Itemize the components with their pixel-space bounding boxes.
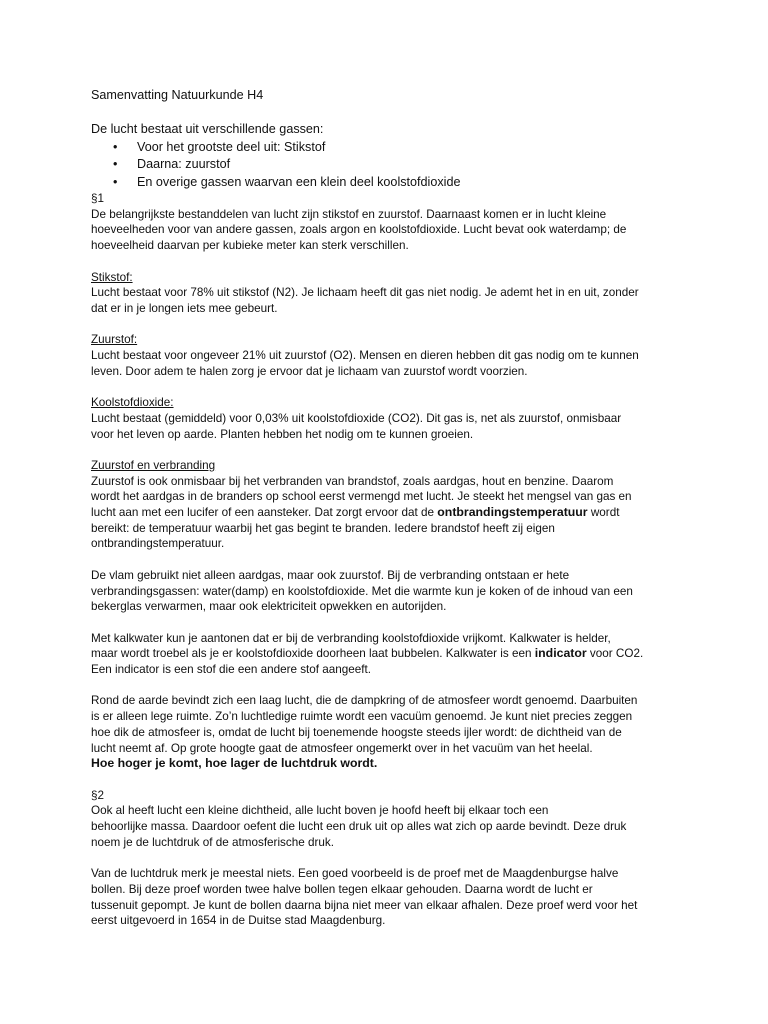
paragraph-line: Lucht bestaat voor ongeveer 21% uit zuurstof (O2). Mensen en dieren hebben dit gas nodig om te kunnen	[91, 349, 639, 362]
list-item: • Daarna: zuurstof	[91, 156, 691, 174]
paragraph-line: leven. Door adem te halen zorg je ervoor dat je lichaam van zuurstof wordt voorzien.	[91, 364, 528, 378]
term-ontbrandingstemperatuur: ontbrandingstemperatuur	[437, 505, 588, 519]
paragraph-line: hoe dik de atmosfeer is, omdat de lucht bij toenemende hoogste steeds ijler wordt: de dichtheid van de	[91, 725, 622, 739]
paragraph-line: lucht aan met een lucifer of een aansteker. Dat zorgt ervoor dat de ontbrandingstemperatuur wordt	[91, 505, 620, 519]
paragraph-line: ontbrandingstemperatuur.	[91, 537, 225, 551]
section-heading: §2	[91, 788, 105, 802]
paragraph-line: Rond de aarde bevindt zich een laag lucht, die de dampkring of de atmosfeer wordt genoemd. Daarbuiten	[91, 694, 638, 708]
key-statement: Hoe hoger je komt, hoe lager de luchtdruk wordt.	[91, 756, 378, 771]
paragraph-line: hoeveelheden voor van andere gassen, zoals argon en koolstofdioxide. Lucht bevat ook waterdamp; de	[91, 223, 627, 237]
paragraph-line: Ook al heeft lucht een kleine dichtheid, alle lucht boven je hoofd heeft bij elkaar toch een	[91, 804, 549, 818]
paragraph-line: De belangrijkste bestanddelen van lucht zijn stikstof en zuurstof. Daarnaast komen er in lucht kleine	[91, 207, 607, 221]
paragraph-line: bekerglas verwarmen, maar ook elektriciteit opwekken en autorijden.	[91, 600, 447, 614]
list-item: • Voor het grootste deel uit: Stikstof	[91, 139, 691, 157]
paragraph-line: bereikt: de temperatuur waarbij het gas begint te branden. Iedere brandstof heeft zij eigen	[91, 521, 555, 535]
list-item: • En overige gassen waarvan een klein deel koolstofdioxide	[91, 174, 691, 192]
paragraph-line: verbrandingsgassen: water(damp) en koolstofdioxide. Met die warmte kun je koken of de inhoud van een	[91, 584, 633, 598]
intro-block	[91, 121, 691, 191]
paragraph-line: Lucht bestaat (gemiddeld) voor 0,03% uit koolstofdioxide (CO2). Dit gas is, net als zuurstof, onmisbaar	[91, 411, 622, 425]
gas-list	[91, 139, 691, 192]
paragraph-line: dat er in je longen iets mee gebeurt.	[91, 301, 278, 315]
paragraph-line: wordt het aardgas in de branders op school eerst vermengd met lucht. Je steekt het mengsel van gas en	[91, 490, 632, 504]
subheading-stikstof: Stikstof:	[91, 270, 133, 284]
document-title: Samenvatting Natuurkunde H4	[91, 88, 264, 102]
paragraph-line: is er alleen lege ruimte. Zo’n luchtledige ruimte wordt een vacuüm genoemd. Je kunt niet precies zeggen	[91, 710, 633, 724]
bullet-icon: •	[113, 174, 118, 189]
subheading-koolstofdioxide: Koolstofdioxide:	[91, 396, 174, 410]
document-body	[91, 191, 681, 929]
paragraph-line: behoorlijke massa. Daardoor oefent die lucht een druk uit op alles wat zich op aarde bevindt. Deze druk	[91, 820, 627, 833]
paragraph-line: Zuurstof is ook onmisbaar bij het verbranden van brandstof, zoals aardgas, hout en benzine. Daarom	[91, 474, 614, 488]
intro-lead: De lucht bestaat uit verschillende gassen:	[91, 122, 324, 136]
bullet-icon: •	[113, 157, 118, 171]
paragraph-line: maar wordt troebel als je er koolstofdioxide doorheen laat bubbelen. Kalkwater is een indicator voor CO2.	[91, 646, 644, 661]
paragraph-line: Lucht bestaat voor 78% uit stikstof (N2). Je lichaam heeft dit gas niet nodig. Je ademt het in en uit, zonder	[91, 286, 639, 300]
paragraph-line: Met kalkwater kun je aantonen dat er bij de verbranding koolstofdioxide vrijkomt. Kalkwater is helder,	[91, 631, 611, 645]
paragraph-line: bollen. Bij deze proef worden twee halve bollen tegen elkaar gehouden. Daarna wordt de lucht er	[91, 882, 593, 896]
term-indicator: indicator	[534, 646, 587, 661]
bullet-icon: •	[113, 139, 118, 154]
paragraph-line: lucht neemt af. Op grote hoogte gaat de atmosfeer ongemerkt over in het vacuüm van het heelal.	[91, 741, 593, 755]
paragraph-line: Een indicator is een stof die een andere stof aangeeft.	[91, 663, 372, 676]
paragraph-line: Van de luchtdruk merk je meestal niets. Een goed voorbeeld is de proef met de Maagdenburgse halve	[91, 867, 619, 881]
paragraph-line: De vlam gebruikt niet alleen aardgas, maar ook zuurstof. Bij de verbranding ontstaan er hete	[91, 568, 570, 582]
subheading-zuurstof: Zuurstof:	[91, 333, 138, 347]
paragraph-line: voor het leven op aarde. Planten hebben het nodig om te kunnen groeien.	[91, 427, 474, 441]
subheading-verbranding: Zuurstof en verbranding	[91, 458, 216, 472]
section-heading: §1	[91, 192, 105, 205]
paragraph-line: tussenuit gepompt. Je kunt de bollen daarna bijna niet meer van elkaar afhalen. Deze proef werd voor het	[91, 898, 638, 912]
paragraph-line: eerst uitgevoerd in 1654 in de Duitse stad Maagdenburg.	[91, 914, 386, 928]
paragraph-line: hoeveelheid daarvan per kubieke meter kan sterk verschillen.	[91, 239, 409, 253]
paragraph-line: noem je de luchtdruk of de atmosferische druk.	[91, 835, 334, 849]
